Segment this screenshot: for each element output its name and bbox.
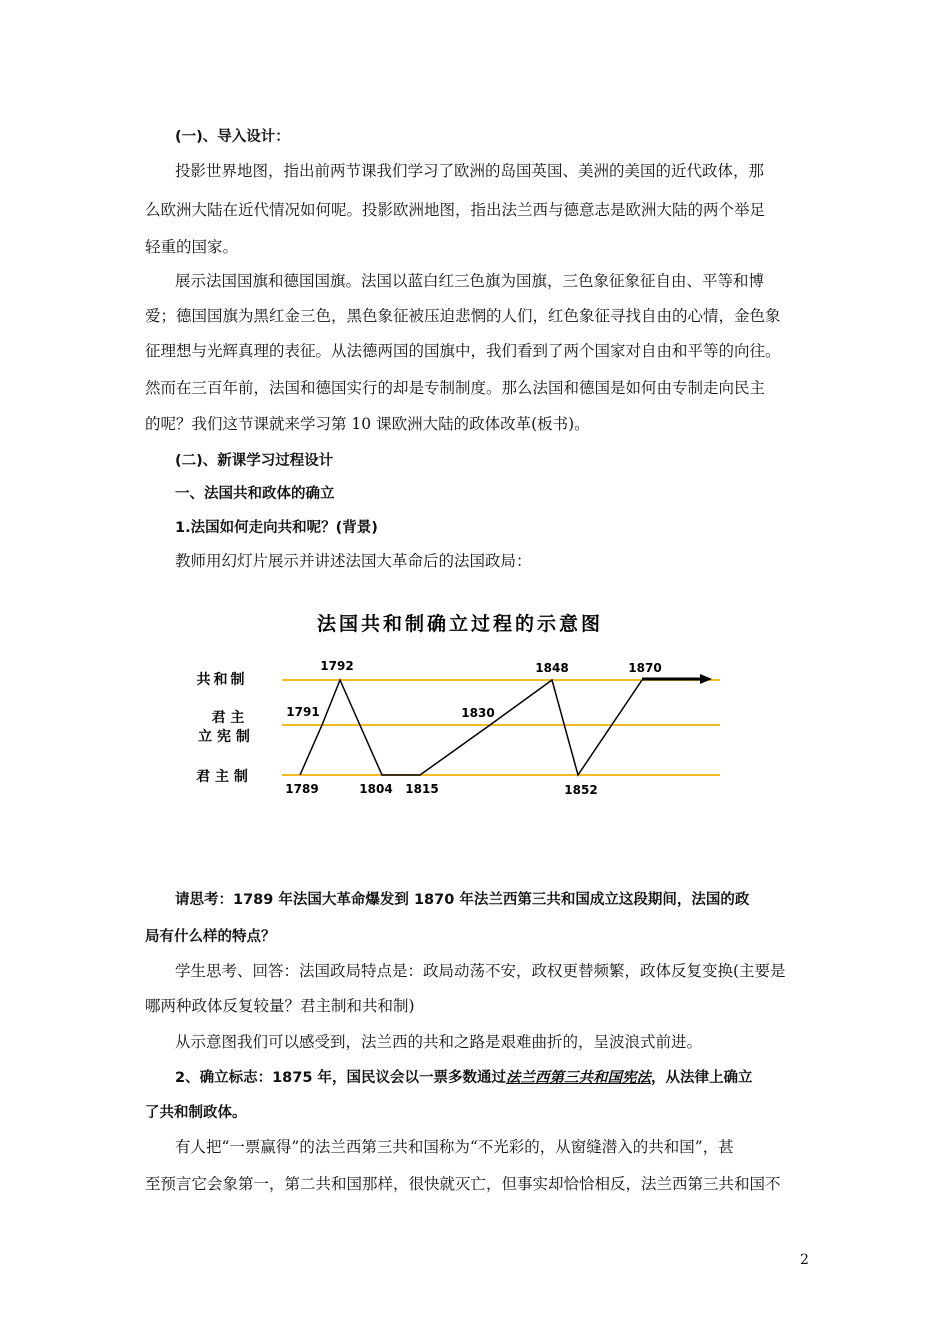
constitution-name: 法兰西第三共和国宪法 [506, 1070, 651, 1086]
year-label: 1792 [320, 659, 354, 673]
establishment-text-2: ，从法律上确立 [651, 1070, 753, 1086]
diagram-title: 法国共和制确立过程的示意图 [316, 613, 604, 635]
year-label: 1791 [286, 705, 320, 719]
establishment-text: 2、确立标志：1875 年，国民议会以一票多数通过 [175, 1070, 506, 1086]
paragraph-line: 然而在三百年前，法国和德国实行的却是专制制度。那么法国和德国是如何由专制走向民主 [145, 379, 766, 397]
level-label-monarchy: 君 主 制 [196, 769, 248, 785]
year-label: 1848 [535, 661, 569, 675]
year-label: 1789 [285, 782, 319, 796]
subsection-heading: 一、法国共和政体的确立 [175, 486, 335, 502]
question-line: 请思考：1789 年法国大革命爆发到 1870 年法兰西第三共和国成立这段期间，法国的政 [175, 892, 750, 908]
year-label: 1815 [405, 782, 439, 796]
paragraph-line: 教师用幻灯片展示并讲述法国大革命后的法国政局： [175, 552, 532, 570]
page-number: 2 [800, 1252, 809, 1268]
paragraph-line: 学生思考、回答：法国政局特点是：政局动荡不安，政权更替频繁，政体反复变换(主要是 [175, 962, 786, 980]
level-label-constitutional-1: 君 主 [211, 710, 245, 726]
year-label: 1852 [564, 783, 598, 797]
regime-path-line [300, 680, 642, 775]
year-label: 1870 [628, 661, 662, 675]
section1-heading: (一)、导入设计： [175, 129, 290, 145]
paragraph-line: 的呢？我们这节课就来学习第 10 课欧洲大陆的政体改革(板书)。 [145, 415, 590, 433]
paragraph-line: 有人把“一票赢得”的法兰西第三共和国称为“不光彩的，从窗缝潜入的共和国”，甚 [175, 1138, 734, 1156]
year-label: 1804 [359, 782, 393, 796]
paragraph-line: 征理想与光辉真理的表征。从法德两国的国旗中，我们看到了两个国家对自由和平等的向往。 [145, 342, 781, 360]
paragraph-line: 从示意图我们可以感受到，法兰西的共和之路是艰难曲折的，呈波浪式前进。 [175, 1033, 703, 1051]
establishment-line [175, 1067, 815, 1089]
paragraph-line: 轻重的国家。 [145, 238, 239, 256]
section2-heading: (二)、新课学习过程设计 [175, 453, 334, 469]
paragraph-line: 么欧洲大陆在近代情况如何呢。投影欧洲地图，指出法兰西与德意志是欧洲大陆的两个举足 [145, 201, 766, 219]
level-label-republic: 共和制 [196, 672, 248, 688]
paragraph-line: 展示法国国旗和德国国旗。法国以蓝白红三色旗为国旗，三色象征象征自由、平等和博 [175, 272, 765, 290]
establishment-line-2: 了共和制政体。 [145, 1105, 247, 1121]
forward-arrow-head [700, 674, 712, 684]
year-label: 1830 [461, 706, 495, 720]
republic-process-diagram [180, 600, 740, 810]
paragraph-line: 爱；德国国旗为黑红金三色，黑色象征被压迫悲惘的人们，红色象征寻找自由的心情，金色象 [145, 307, 781, 325]
paragraph-line: 至预言它会象第一，第二共和国那样，很快就灭亡，但事实却恰恰相反，法兰西第三共和国不 [145, 1175, 781, 1193]
subsection-heading: 1.法国如何走向共和呢？(背景) [175, 520, 378, 536]
paragraph-line: 投影世界地图，指出前两节课我们学习了欧洲的岛国英国、美洲的美国的近代政体，那 [175, 162, 765, 180]
question-line: 局有什么样的特点？ [145, 929, 276, 945]
level-label-constitutional-2: 立 宪 制 [198, 729, 250, 745]
paragraph-line: 哪两种政体反复较量？君主制和共和制) [145, 997, 415, 1015]
